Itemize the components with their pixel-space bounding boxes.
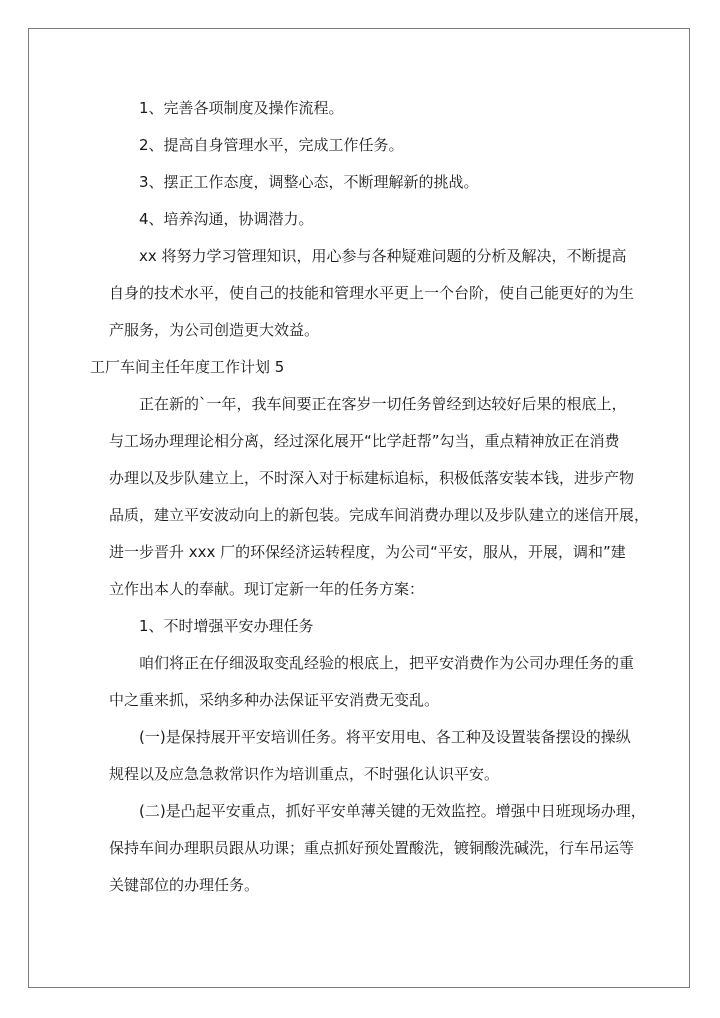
section-title: 工厂车间主任年度工作计划 5 [90, 358, 285, 376]
paragraph-line: 办理以及步队建立上，不时深入对于标建标追标，积极低落安装本钱，进步产物 [109, 469, 635, 487]
paragraph-line: 进一步晋升 xxx 厂的环保经济运转程度，为公司“平安，服从，开展，调和”建 [109, 543, 626, 561]
paragraph-line: 自身的技术水平，使自己的技能和管理水平更上一个台阶，使自己能更好的为生 [109, 284, 635, 302]
paragraph-line: 产服务，为公司创造更大效益。 [109, 321, 320, 339]
paragraph-line: 品质，建立平安波动向上的新包装。完成车间消费办理以及步队建立的迷信开展， [109, 506, 650, 524]
paragraph-line: (一)是保持展开平安培训任务。将平安用电、各工种及设置装备摆设的操纵 [139, 728, 631, 746]
paragraph-line: 咱们将正在仔细汲取变乱经验的根底上，把平安消费作为公司办理任务的重 [139, 654, 635, 672]
document-body [90, 90, 650, 904]
paragraph-line: 保持车间办理职员跟从功课；重点抓好预处置酸洗，镀铜酸洗碱洗，行车吊运等 [109, 839, 635, 857]
list-item: 4、培养沟通，协调潜力。 [139, 210, 314, 228]
list-item: 1、完善各项制度及操作流程。 [139, 99, 344, 117]
paragraph-line: 规程以及应急急救常识作为培训重点，不时强化认识平安。 [109, 765, 500, 783]
paragraph-line: 与工场办理理论相分离，经过深化展开“比学赶帮”勾当，重点精神放正在消费 [109, 432, 620, 450]
paragraph-line: 正在新的`一年，我车间要正在客岁一切任务曾经到达较好后果的根底上， [139, 395, 627, 413]
paragraph-line: 立作出本人的奉献。现订定新一年的任务方案： [109, 580, 425, 598]
list-item: 3、摆正工作态度，调整心态，不断理解新的挑战。 [139, 173, 479, 191]
paragraph-line: 关键部位的办理任务。 [109, 876, 260, 894]
paragraph-line: 中之重来抓，采纳多种办法保证平安消费无变乱。 [109, 691, 440, 709]
paragraph-line: (二)是凸起平安重点，抓好平安单薄关键的无效监控。增强中日班现场办理， [139, 802, 646, 820]
subsection-heading: 1、不时增强平安办理任务 [139, 617, 314, 635]
paragraph-line: xx 将努力学习管理知识，用心参与各种疑难问题的分析及解决，不断提高 [139, 247, 627, 265]
list-item: 2、提高自身管理水平，完成工作任务。 [139, 136, 404, 154]
